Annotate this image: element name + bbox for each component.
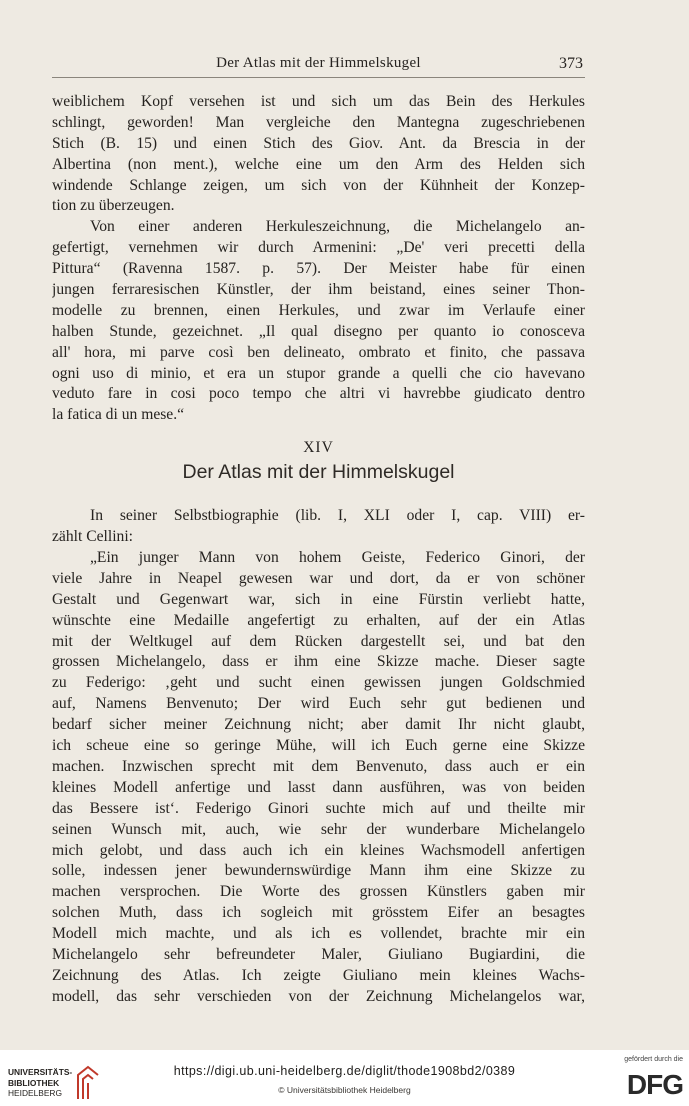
body-text: [52, 92, 585, 1008]
text-line: modell, das sehr verschieden von der Zeichnung Michelangelos war,: [52, 987, 585, 1005]
text-line: solle, indessen jener bewundernswürdige Mann ihm eine Skizze zu: [52, 862, 585, 880]
text-line: mit der Weltkugel auf dem Rücken dargestellt sei, und bat den: [52, 632, 585, 650]
text-line: Zeichnung des Atlas. Ich zeigte Giuliano mein kleines Wachs-: [52, 966, 585, 984]
text-line: das Bessere ist‘. Federigo Ginori suchte mich auf und theilte mir: [52, 799, 585, 817]
chapter-number: XIV: [303, 439, 334, 457]
library-name: [8, 1067, 72, 1099]
library-name-line: HEIDELBERG: [8, 1088, 62, 1098]
text-line: gefertigt, vernehmen wir durch Armenini: „De' veri precetti della: [52, 239, 585, 257]
text-line: weiblichem Kopf versehen ist und sich um das Bein des Herkules: [52, 93, 585, 110]
text-line: all' hora, mi parve così ben delineato, ombrato et finito, che passava: [52, 343, 585, 361]
text-line: Stich (B. 15) und einen Stich des Giov. Ant. da Brescia in der: [52, 134, 585, 152]
permalink-url[interactable]: https://digi.ub.uni-heidelberg.de/diglit/thode1908bd2/0389: [173, 1064, 516, 1078]
text-line: Modell mich machte, und als ich es vollendet, brachte mir ein: [52, 925, 585, 943]
text-line: machen. Inzwischen sprecht mit dem Benvenuto, dass auch er ein: [52, 757, 585, 775]
paragraph-3: [52, 506, 585, 548]
chapter-title: Der Atlas mit der Himmelskugel: [182, 461, 455, 484]
text-line: bedarf sicher meiner Zeichnung nicht; aber damit Ihr nicht glaubt,: [52, 716, 585, 734]
funding-note: gefördert durch die: [624, 1056, 683, 1063]
text-line: windende Schlange zeigen, um sich von der Kühnheit der Konzep-: [52, 176, 585, 194]
text-line: Von einer anderen Herkuleszeichnung, die Michelangelo an-: [90, 218, 585, 236]
paragraph-4: [52, 548, 585, 1008]
text-line: zählt Cellini:: [52, 528, 133, 546]
text-line: auf, Namens Benvenuto; Der wird Euch sehr gut bedienen und: [52, 695, 585, 713]
text-line: kleines Modell anfertige und lasst dann ausführen, was von beiden: [52, 778, 585, 796]
paragraph-1: [52, 92, 585, 217]
text-line: la fatica di un mese.“: [52, 406, 185, 424]
paragraph-2: [52, 217, 585, 426]
page-number: 373: [559, 55, 583, 72]
text-line: „Ein junger Mann von hohem Geiste, Federico Ginori, der: [90, 549, 585, 567]
text-line: viele Jahre in Neapel gewesen war und dort, da er von schöner: [52, 569, 585, 587]
text-line: machen versprochen. Die Worte des grossen Künstlers gaben mir: [52, 883, 585, 901]
text-line: Michelangelo sehr befreundeter Maler, Giuliano Bugiardini, die: [52, 945, 585, 963]
text-line: Albertina (non ment.), welche eine um den Arm des Helden sich: [52, 155, 585, 173]
text-line: schlingt, geworden! Man vergleiche den Mantegna zugeschriebenen: [52, 113, 585, 131]
library-logo[interactable]: [8, 1060, 100, 1102]
text-line: grossen Michelangelo, dass er ihm eine Skizze mache. Dieser sagte: [52, 653, 585, 671]
text-line: In seiner Selbstbiographie (lib. I, XLI oder I, cap. VIII) er-: [90, 507, 585, 525]
viewer-footer: [0, 1050, 689, 1106]
funder-logo[interactable]: [607, 1056, 683, 1102]
text-line: Gestalt und Gegenwart war, sich in eine Fürstin verliebt hatte,: [52, 590, 585, 608]
text-line: tion zu überzeugen.: [52, 197, 175, 215]
text-line: wünschte eine Medaille angefertigt zu erhalten, auf der ein Atlas: [52, 611, 585, 629]
text-line: veduto fare in cosi poco tempo che altri vi havrebbe giudicato dentro: [52, 385, 585, 403]
library-name-line: BIBLIOTHEK: [8, 1077, 60, 1088]
page-header: [52, 53, 585, 78]
text-line: mich gelobt, und dass auch ich ein kleines Wachsmodell anfertigen: [52, 841, 585, 859]
running-title: Der Atlas mit der Himmelskugel: [216, 55, 421, 71]
copyright-notice: © Universitätsbibliothek Heidelberg: [278, 1085, 411, 1095]
library-name-line: UNIVERSITÄTS-: [8, 1067, 73, 1077]
text-line: zu Federigo: ‚geht und sucht einen gewissen jungen Goldschmied: [52, 674, 585, 692]
text-line: ich scheue eine so geringe Mühe, will ich Euch gerne eine Skizze: [52, 737, 585, 755]
text-line: ogni uso di minio, et era un stupor grande a quelli che cio havevano: [52, 364, 585, 382]
text-line: jungen ferraresischen Künstler, der ihm beistand, eines seiner Thon-: [52, 281, 585, 299]
library-emblem-icon: [74, 1065, 102, 1101]
text-line: seinen Wunsch mit, auch, wie sehr der wunderbare Michelangelo: [52, 820, 585, 838]
text-line: solchen Muth, dass ich sogleich mit grösstem Eifer an besagtes: [52, 904, 585, 922]
text-line: halben Stunde, gezeichnet. „Il qual disegno per quanto io conosceva: [52, 322, 585, 340]
dfg-logo-icon: DFG: [626, 1069, 683, 1100]
text-line: modelle zu brennen, einen Herkules, und zwar im Verlaufe einer: [52, 301, 585, 319]
text-line: Pittura“ (Ravenna 1587. p. 57). Der Meister habe für einen: [52, 260, 585, 278]
